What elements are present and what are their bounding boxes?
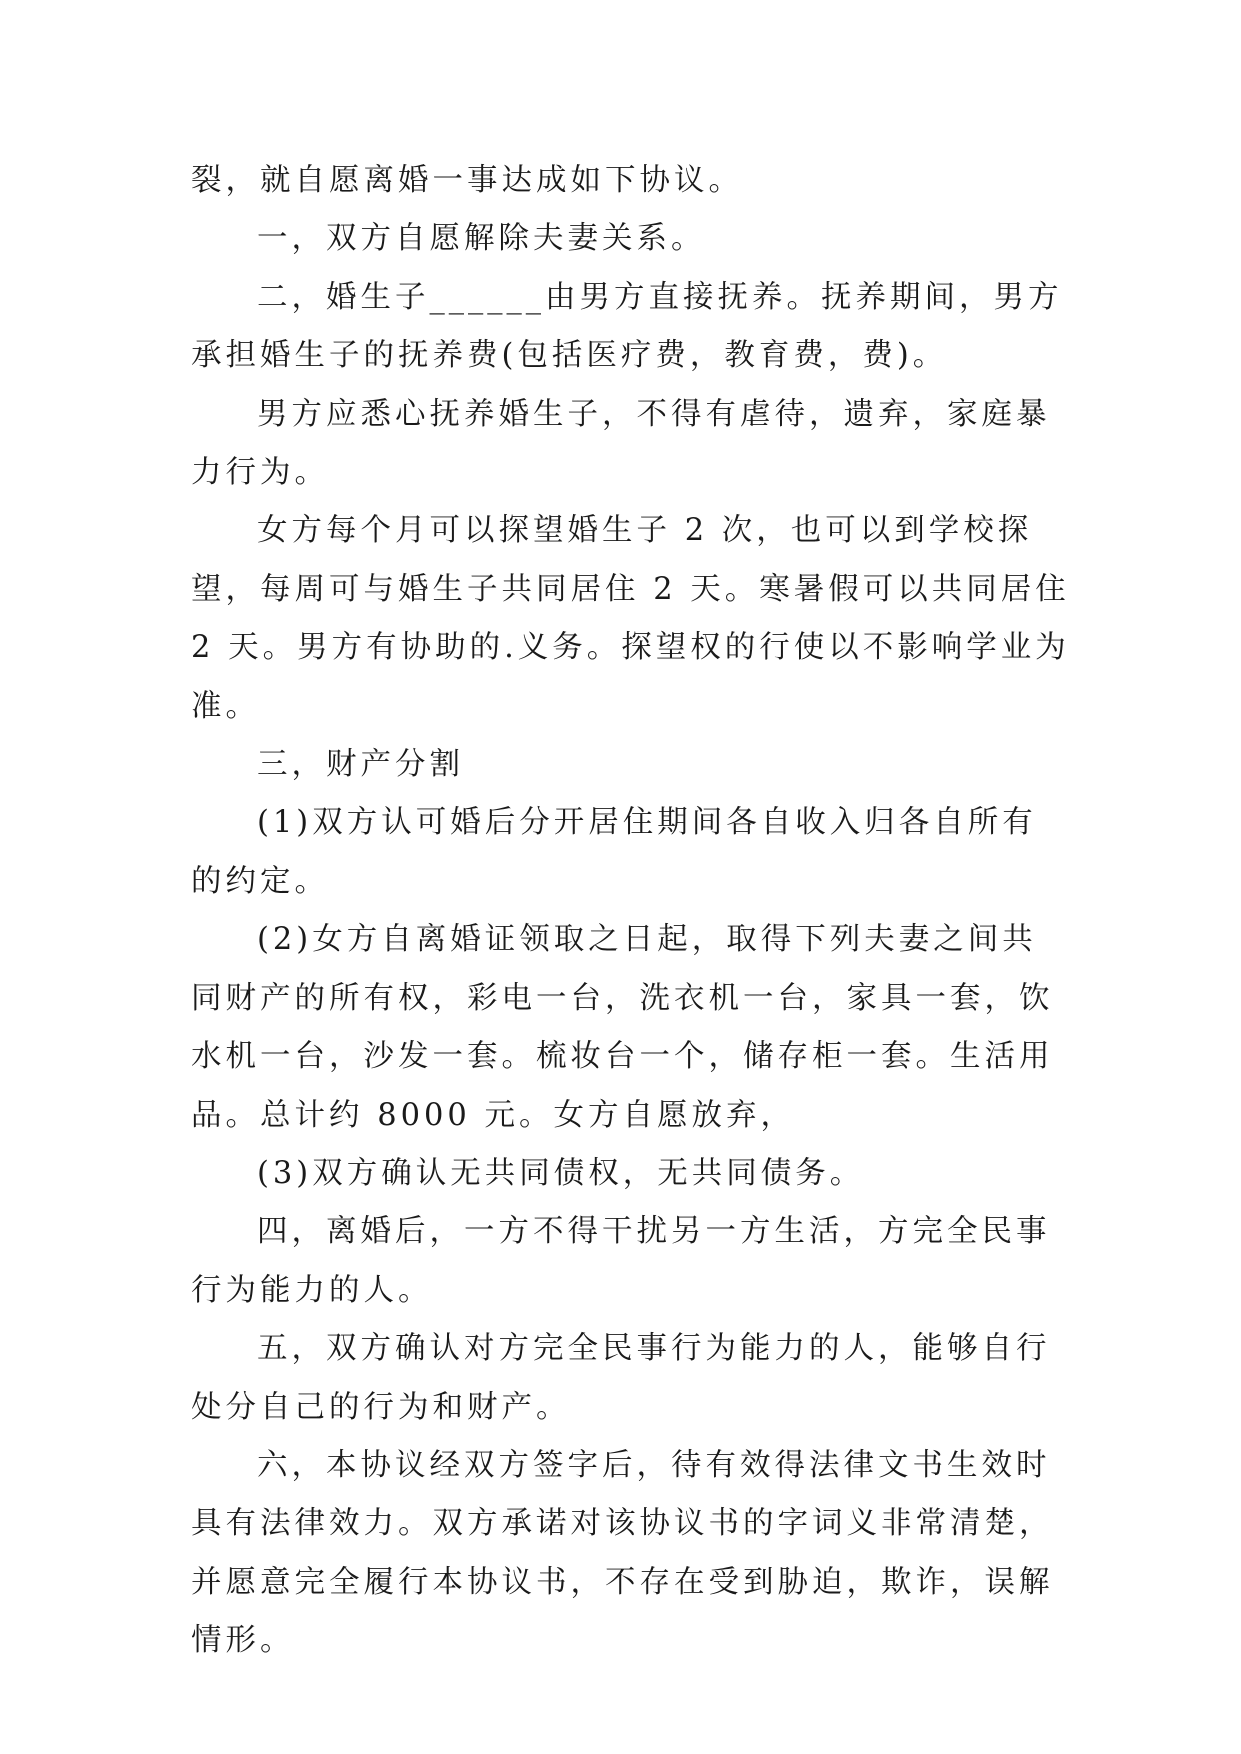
- paragraph-clause-2: 二，婚生子______由男方直接抚养。抚养期间，男方承担婚生子的抚养费(包括医疗费，教育费，费)。: [191, 279, 1063, 374]
- paragraph-property-2: (2)女方自离婚证领取之日起，取得下列夫妻之间共同财产的所有权，彩电一台，洗衣机一台，家具一套，饮水机一台，沙发一套。梳妆台一个，储存柜一套。生活用品。总计约 8000 元。女方自愿放弃，: [191, 922, 1054, 1133]
- paragraph-property-3: (3)双方确认无共同债权，无共同债务。: [257, 1155, 865, 1191]
- paragraph-custody-duty: 男方应悉心抚养婚生子，不得有虐待，遗弃，家庭暴力行为。: [191, 396, 1051, 491]
- paragraph-continuation: 裂，就自愿离婚一事达成如下协议。: [191, 163, 743, 198]
- paragraph-clause-4: 四，离婚后，一方不得干扰另一方生活，方完全民事行为能力的人。: [191, 1214, 1051, 1308]
- paragraph-clause-5: 五，双方确认对方完全民事行为能力的人，能够自行处分自己的行为和财产。: [191, 1331, 1051, 1425]
- paragraph-clause-3-heading: 三，财产分割: [257, 747, 464, 783]
- paragraph-clause-1: 一，双方自愿解除夫妻关系。: [257, 221, 706, 257]
- paragraph-clause-6: 六，本协议经双方签字后，待有效得法律文书生效时具有法律效力。双方承诺对该协议书的字词义非常清楚，并愿意完全履行本协议书，不存在受到胁迫，欺诈，误解情形。: [191, 1447, 1054, 1659]
- paragraph-visitation: 女方每个月可以探望婚生子 2 次，也可以到学校探望，每周可与婚生子共同居住 2 天。寒暑假可以共同居住 2 天。男方有协助的.义务。探望权的行使以不影响学业为准。: [191, 513, 1070, 724]
- document-body: [191, 152, 1071, 1671]
- paragraph-property-1: (1)双方认可婚后分开居住期间各自收入归各自所有的约定。: [191, 805, 1037, 899]
